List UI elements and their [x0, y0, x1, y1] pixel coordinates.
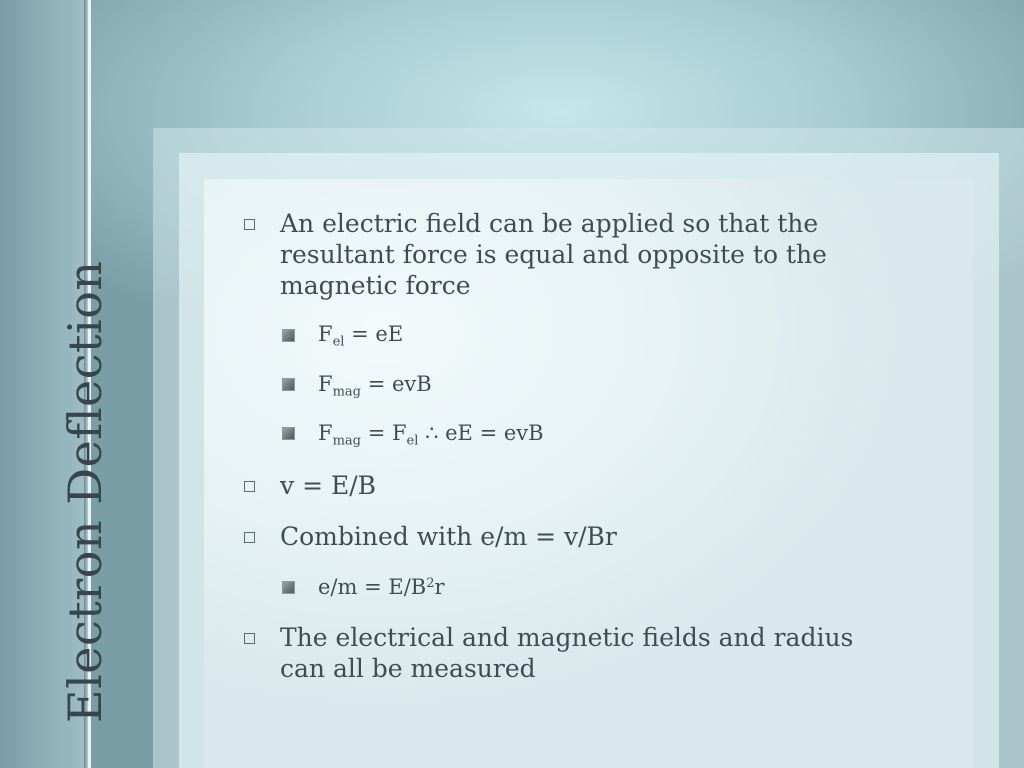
formula-electric-force: $F_{el}$ = eE — [318, 322, 404, 350]
bullet-line: resultant force is equal and opposite to the — [280, 240, 827, 269]
bullet-text: v = E/B — [280, 471, 377, 500]
formula-magnetic-force: $F_{mag}$ = evB — [318, 372, 432, 400]
content-panel — [204, 179, 973, 768]
filled-square-bullet-icon — [282, 581, 295, 594]
bullet-line: An electric field can be applied so that the — [280, 209, 819, 238]
hollow-square-bullet-icon — [244, 633, 255, 644]
hollow-square-bullet-icon — [244, 532, 255, 543]
filled-square-bullet-icon — [282, 427, 295, 440]
bullet-line: can all be measured — [280, 654, 536, 683]
bullet-line: The electrical and magnetic fields and radius — [280, 623, 854, 652]
formula-charge-mass-ratio: $e/m = E/B^2r$ — [318, 575, 445, 599]
hollow-square-bullet-icon — [244, 219, 255, 230]
formula-force-balance: $F_{mag} = F_{el}$ ∴ eE = evB — [318, 421, 544, 449]
title-area — [0, 0, 112, 768]
bullet-text: Combined with e/m = v/Br — [280, 522, 617, 551]
bullet-line: magnetic force — [280, 271, 471, 300]
filled-square-bullet-icon — [282, 378, 295, 391]
slide-title: Electron Deflection — [58, 260, 112, 723]
filled-square-bullet-icon — [282, 329, 295, 342]
hollow-square-bullet-icon — [244, 481, 255, 492]
